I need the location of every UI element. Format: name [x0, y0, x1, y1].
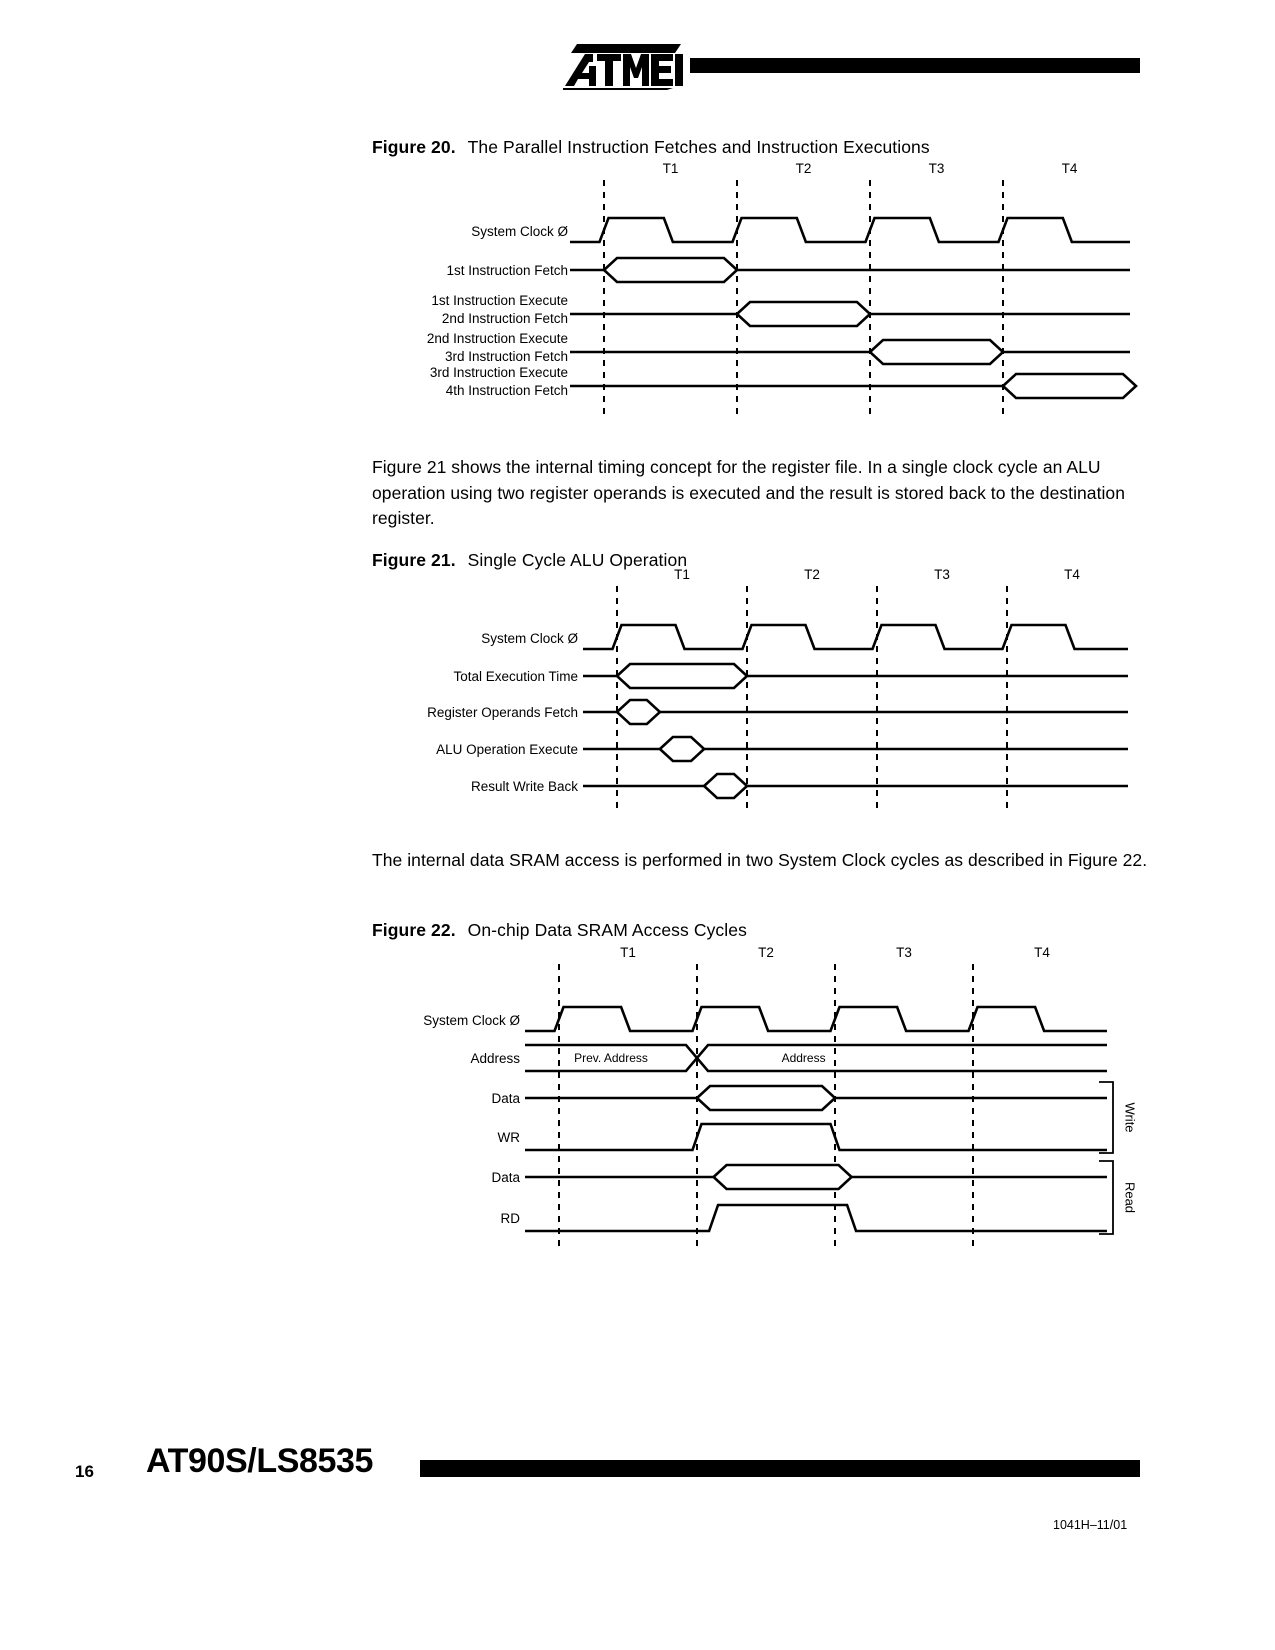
control-pulse [525, 1124, 1107, 1150]
figure-22-canvas [372, 945, 1182, 1260]
waveform-row [430, 365, 1136, 398]
waveform-label: 2nd Instruction Execute [426, 331, 568, 346]
group-bracket [1099, 1082, 1138, 1153]
tick-label: T1 [674, 567, 690, 582]
data-valid-hexagon [660, 737, 704, 761]
waveform-label: 4th Instruction Fetch [445, 383, 568, 398]
tick-guide-T1 [617, 567, 690, 812]
waveform-label: RD [500, 1211, 520, 1226]
waveform-label: 2nd Instruction Fetch [441, 311, 568, 326]
figure-22-title: On-chip Data SRAM Access Cycles [467, 920, 747, 940]
bracket-label: Write [1122, 1102, 1138, 1133]
data-valid-hexagon [714, 1165, 852, 1189]
data-valid-hexagon [604, 258, 737, 282]
tick-label: T4 [1034, 945, 1050, 960]
tick-guide-T3 [877, 567, 950, 812]
waveform-label: Register Operands Fetch [427, 705, 578, 720]
waveform-row [431, 293, 1130, 326]
figure-20-canvas [372, 161, 1162, 418]
waveform-row [498, 1124, 1108, 1150]
clock-waveform [583, 625, 1128, 649]
figure-20-title: The Parallel Instruction Fetches and Instruction Executions [467, 137, 930, 157]
waveform-row [491, 1086, 1107, 1110]
page-number: 16 [75, 1462, 94, 1481]
bracket-line [1099, 1082, 1113, 1153]
waveform-label: Address [470, 1051, 520, 1066]
bus-value-label: Address [781, 1051, 826, 1065]
figure-21-number: Figure 21. [372, 550, 456, 570]
tick-label: T1 [620, 945, 636, 960]
data-valid-hexagon [1003, 374, 1136, 398]
figure-20-timing-diagram [372, 161, 1162, 418]
header-rule [690, 58, 1140, 73]
figure-20-caption [372, 137, 930, 158]
control-pulse [525, 1205, 1107, 1231]
tick-label: T1 [662, 161, 679, 176]
tick-label: T2 [795, 161, 812, 176]
clock-waveform [570, 218, 1130, 242]
tick-label: T3 [928, 161, 945, 176]
waveform-label: ALU Operation Execute [436, 742, 578, 757]
bracket-line [1099, 1161, 1113, 1234]
data-valid-hexagon [617, 700, 660, 724]
figure-21-title: Single Cycle ALU Operation [467, 550, 688, 570]
document-code: 1041H–11/01 [1053, 1518, 1128, 1532]
waveform-row [423, 1007, 1107, 1031]
tick-label: T3 [896, 945, 912, 960]
waveform-row [481, 625, 1128, 649]
figure-21-timing-diagram [372, 567, 1162, 817]
waveform-label: System Clock Ø [481, 631, 578, 646]
bracket-label: Read [1122, 1181, 1138, 1214]
waveform-row [491, 1165, 1107, 1189]
figure-21-caption [372, 550, 687, 571]
waveform-row [471, 218, 1130, 242]
figure-22-timing-diagram [372, 945, 1182, 1260]
waveform-label: Result Write Back [470, 779, 578, 794]
waveform-row [501, 1205, 1108, 1231]
atmel-logo-icon [563, 42, 683, 90]
waveform-label: 3rd Instruction Fetch [444, 349, 568, 364]
waveform-row [453, 664, 1128, 688]
waveform-label: 1st Instruction Fetch [446, 263, 568, 278]
tick-label: T4 [1064, 567, 1080, 582]
data-valid-hexagon [870, 340, 1003, 364]
tick-guide-T4 [1007, 567, 1080, 812]
tick-label: T2 [758, 945, 774, 960]
waveform-label: System Clock Ø [423, 1013, 520, 1028]
clock-waveform [525, 1007, 1107, 1031]
tick-guide-T3 [870, 161, 944, 414]
waveform-label: 1st Instruction Execute [431, 293, 568, 308]
waveform-row [427, 700, 1128, 724]
waveform-row [446, 258, 1130, 282]
page-header [0, 0, 1275, 110]
waveform-row [427, 331, 1130, 364]
waveform-label: WR [497, 1130, 520, 1145]
group-bracket [1099, 1161, 1138, 1234]
figure-21-canvas [372, 567, 1162, 817]
footer-rule [420, 1460, 1140, 1477]
waveform-label: System Clock Ø [471, 224, 568, 239]
bus-value-label: Prev. Address [574, 1051, 648, 1065]
tick-label: T2 [804, 567, 820, 582]
figure-22-number: Figure 22. [372, 920, 456, 940]
waveform-label: 3rd Instruction Execute [429, 365, 568, 380]
data-valid-hexagon [704, 774, 747, 798]
waveform-label: Total Execution Time [453, 669, 578, 684]
tick-guide-T2 [747, 567, 820, 812]
waveform-label: Data [491, 1170, 520, 1185]
tick-label: T4 [1061, 161, 1078, 176]
figure-22-caption [372, 920, 747, 941]
data-valid-hexagon [737, 302, 870, 326]
tick-label: T3 [934, 567, 950, 582]
figure-20-number: Figure 20. [372, 137, 456, 157]
paragraph-sram-access: The internal data SRAM access is performed in two System Clock cycles as described in Figure 22. [372, 850, 1148, 870]
waveform-row [470, 1045, 1107, 1071]
tick-guide-T1 [604, 161, 678, 414]
waveform-label: Data [491, 1091, 520, 1106]
waveform-row [471, 774, 1128, 798]
paragraph-register-file: Figure 21 shows the internal timing concept for the register file. In a single clock cycle an ALU operation using two register operands is executed and the result is stored back to the destination register. [372, 457, 1125, 528]
waveform-row [436, 737, 1128, 761]
document-title: AT90S/LS8535 [146, 1442, 374, 1480]
data-valid-hexagon [697, 1086, 835, 1110]
data-valid-hexagon [617, 664, 747, 688]
tick-guide-T2 [737, 161, 811, 414]
